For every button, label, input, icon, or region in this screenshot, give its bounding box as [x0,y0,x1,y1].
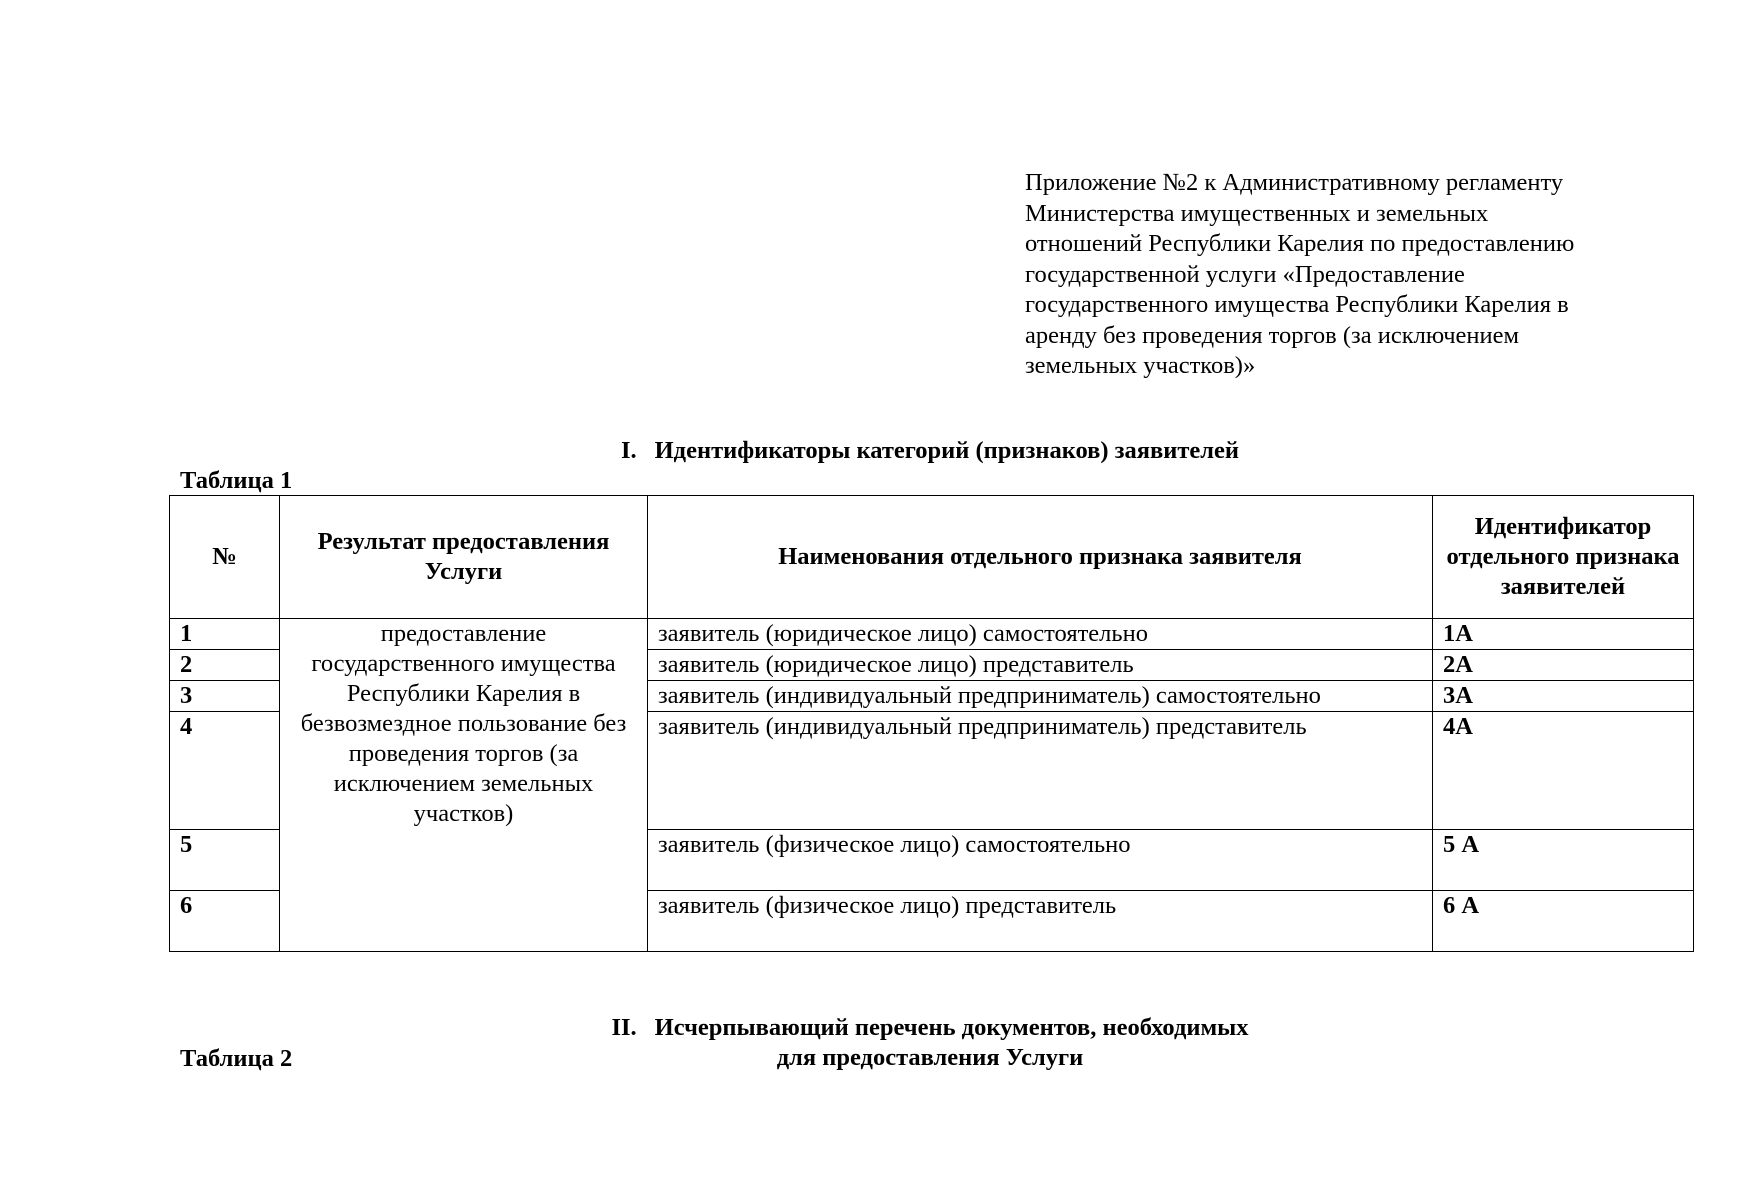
row-name: заявитель (физическое лицо) представитель [648,891,1433,952]
row-name: заявитель (индивидуальный предприниматель) самостоятельно [648,681,1433,712]
appendix-note: Приложение №2 к Административному регламенту Министерства имущественных и земельных отношений Республики Карелия по предоставлению государственной услуги «Предоставление государственного имущества Республики Карелия в аренду без проведения торгов (за исключением земельных участков)» [1025,169,1575,379]
row-name: заявитель (юридическое лицо) самостоятельно [648,619,1433,650]
row-name: заявитель (индивидуальный предприниматель) представитель [648,712,1433,830]
row-num: 1 [170,619,280,650]
row-id: 5 А [1433,830,1694,891]
table-1-caption: Таблица 1 [180,467,293,494]
row-num: 2 [170,650,280,681]
section-2-number: II. [611,1014,637,1041]
row-id: 1А [1433,619,1694,650]
row-num: 4 [170,712,280,830]
row-id: 3А [1433,681,1694,712]
row-num: 6 [170,891,280,952]
row-num: 5 [170,830,280,891]
header-id: Идентификатор отдельного признака заявителей [1433,496,1694,619]
header-result: Результат предоставления Услуги [280,496,648,619]
row-id: 2А [1433,650,1694,681]
table-2-caption: Таблица 2 [180,1045,293,1072]
row-id: 6 А [1433,891,1694,952]
table-header-row [170,496,1694,619]
section-1-title: Идентификаторы категорий (признаков) заявителей [654,437,1240,464]
row-id: 4А [1433,712,1694,830]
row-name: заявитель (физическое лицо) самостоятельно [648,830,1433,891]
applicant-categories-table [169,495,1694,952]
result-cell: предоставление государственного имущества Республики Карелия в безвозмездное пользование без проведения торгов (за исключением земельных участков) [280,619,648,952]
row-name: заявитель (юридическое лицо) представитель [648,650,1433,681]
header-name: Наименования отдельного признака заявителя [648,496,1433,619]
section-2-title: Исчерпывающий перечень документов, необходимых для предоставления Услуги [654,1014,1249,1071]
section-1-heading [0,406,1749,466]
table-row [170,619,1694,650]
header-num: № [170,496,280,619]
row-num: 3 [170,681,280,712]
section-1-number: I. [620,437,637,464]
